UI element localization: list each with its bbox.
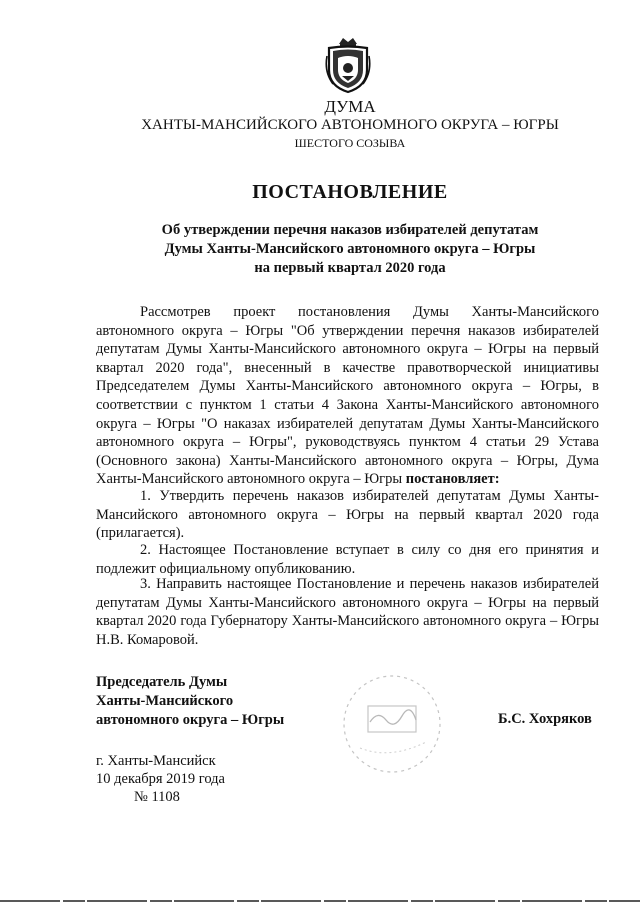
resolution-item: 1. Утвердить перечень наказов избирателей депутатам Думы Ханты-Мансийского автономного округа – Югры на первый квартал 2020 года (прилагается).: [96, 488, 599, 542]
resolves-word: постановляет:: [405, 471, 500, 488]
resolution-item: 2. Настоящее Постановление вступает в силу со дня его принятия и подлежит официальному опубликованию.: [96, 542, 599, 577]
convocation: ШЕСТОГО СОЗЫВА: [294, 136, 406, 150]
subject-line: Об утверждении перечня наказов избирателей депутатам: [161, 222, 539, 238]
document-subject: [0, 221, 640, 278]
subject-line: Думы Ханты-Мансийского автономного округа – Югры: [164, 241, 536, 257]
issue-city: г. Ханты-Мансийск: [96, 753, 216, 769]
coat-of-arms-icon: [325, 36, 371, 94]
signatory-position: [96, 673, 284, 730]
signatory-name: Б.С. Хохряков: [498, 711, 592, 727]
organization-region: ХАНТЫ-МАНСИЙСКОГО АВТОНОМНОГО ОКРУГА – ЮГРЫ: [141, 117, 559, 133]
preamble-paragraph: [96, 303, 599, 489]
scan-edge-line: [0, 897, 640, 905]
issue-details: [96, 752, 225, 806]
resolution-item: 3. Направить настоящее Постановление и перечень наказов избирателей депутатам Думы Ханты-Мансийского автономного округа – Югры на первый квартал 2020 года Губернатору Ханты-Мансийского автономного округа – Югры Н.В. Комаровой.: [96, 576, 599, 648]
issue-date: 10 декабря 2019 года: [96, 771, 225, 787]
signatory-position-line: Ханты-Мансийского: [96, 693, 234, 709]
subject-line: на первый квартал 2020 года: [254, 260, 446, 276]
document-number: № 1108: [134, 789, 180, 805]
signatory-position-line: Председатель Думы: [96, 674, 228, 690]
organization-name: ДУМА: [324, 97, 376, 116]
preamble-text: Рассмотрев проект постановления Думы Ханты-Мансийского автономного округа – Югры "Об утверждении перечня наказов избирателей депутатам Думы Ханты-Мансийского автономного округа – Югры на первый квартал 2020 года", внесенный в качестве правотворческой инициативы Председателем Думы Ханты-Мансийского автономного округа – Югры, в соответствии с пунктом 1 статьи 4 Закона Ханты-Мансийского автономного округа – Югры "О наказах избирателей депутатам Думы Ханты-Мансийского автономного округа – Югры", руководствуясь пунктом 4 статьи 29 Устава (Основного закона) Ханты-Мансийского автономного округа – Югры, Дума Ханты-Мансийского автономного округа – Югры: [96, 304, 599, 488]
signatory-position-line: автономного округа – Югры: [96, 712, 285, 728]
signature-stamp-icon: [330, 670, 450, 780]
document-title: ПОСТАНОВЛЕНИЕ: [252, 181, 448, 203]
